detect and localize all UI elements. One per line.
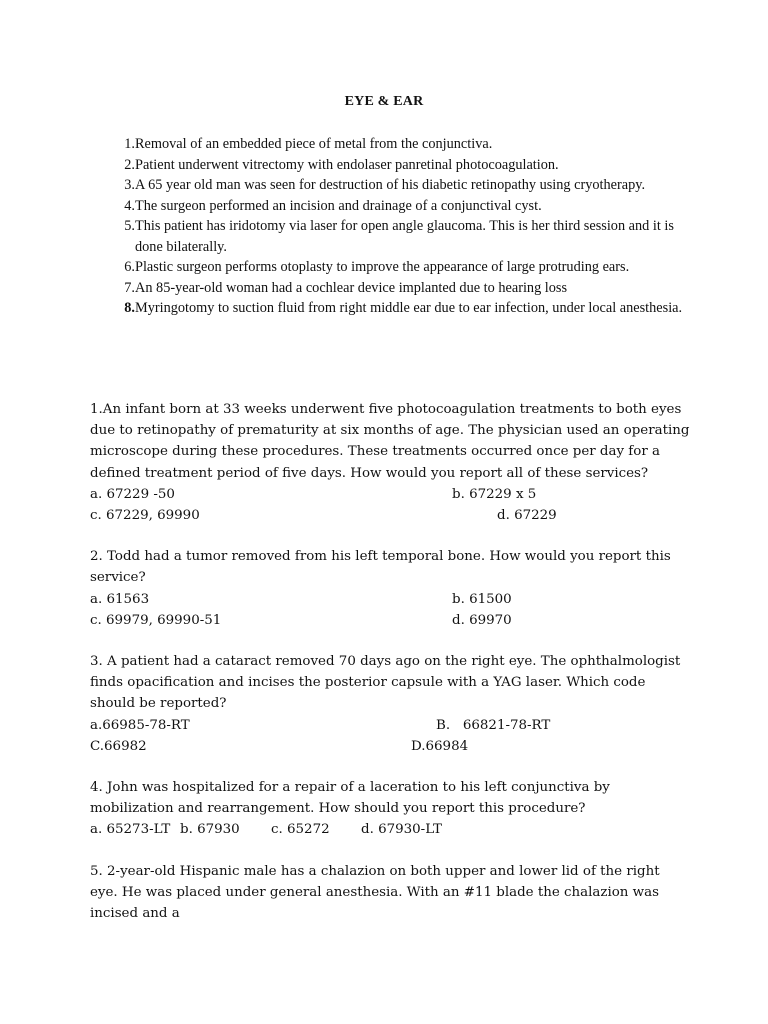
question-text: 4. John was hospitalized for a repair of a laceration to his left conjunctiva by mobilization and rearrangement. How should you report this procedure? <box>90 779 610 817</box>
list-item <box>100 196 690 217</box>
procedure-list <box>100 134 690 319</box>
option-b: b. 67930 <box>180 822 240 838</box>
option-d: d. 67229 <box>497 508 557 523</box>
list-text: This patient has iridotomy via laser for open angle glaucoma. This is her third session and it is done bilaterally. <box>135 218 674 255</box>
list-number: 4. <box>124 197 135 214</box>
list-item <box>100 216 690 257</box>
option-row <box>90 610 690 631</box>
option-row <box>90 819 690 840</box>
list-number: 6. <box>124 259 135 275</box>
option-d: d. 67930-LT <box>361 822 442 838</box>
option-b: b. 61500 <box>452 591 512 607</box>
question-text: 3. A patient had a cataract removed 70 days ago on the right eye. The ophthalmologist finds opacification and incises the posterior capsule with a YAG laser. Which code should be reported? <box>90 653 681 712</box>
list-text: Myringotomy to suction fluid from right middle ear due to ear infection, under local anesthesia. <box>135 300 683 316</box>
option-d: d. 69970 <box>452 612 512 628</box>
list-number: 5. <box>124 218 135 234</box>
option-c: c. 69979, 69990-51 <box>90 612 222 628</box>
list-item <box>100 278 690 299</box>
option-a: a.66985-78-RT <box>90 717 190 733</box>
option-a: a. 67229 -50 <box>90 486 175 502</box>
question-5 <box>90 861 690 925</box>
list-item <box>100 134 690 155</box>
question-1 <box>90 399 690 526</box>
list-number: 3. <box>124 177 135 193</box>
list-text: Plastic surgeon performs otoplasty to improve the appearance of large protruding ears. <box>135 259 630 275</box>
option-a: a. 61563 <box>90 591 150 607</box>
option-b: b. 67229 x 5 <box>452 486 537 502</box>
list-number: 8. <box>124 300 135 316</box>
question-text: 2. Todd had a tumor removed from his left temporal bone. How would you report this service? <box>90 549 671 586</box>
list-item <box>100 257 690 278</box>
question-text: 5. 2-year-old Hispanic male has a chalazion on both upper and lower lid of the right eye. He was placed under general anesthesia. With an #11 blade the chalazion was incised and a <box>90 863 660 921</box>
option-c: C.66982 <box>90 738 147 754</box>
option-d: D.66984 <box>411 738 469 754</box>
option-row <box>90 484 690 505</box>
option-c: c. 67229, 69990 <box>90 508 200 523</box>
list-text: The surgeon performed an incision and drainage of a conjunctival cyst. <box>135 197 542 214</box>
option-c: c. 65272 <box>271 822 330 838</box>
option-row <box>90 505 690 526</box>
list-text: Removal of an embedded piece of metal from the conjunctiva. <box>135 136 493 152</box>
list-item <box>100 298 690 319</box>
list-item <box>100 175 690 196</box>
option-row <box>90 715 690 736</box>
question-4 <box>90 777 690 841</box>
list-number: 7. <box>124 279 135 296</box>
option-row <box>90 736 690 757</box>
questions-section <box>90 399 690 924</box>
list-text: A 65 year old man was seen for destruction of his diabetic retinopathy using cryotherapy. <box>135 177 646 193</box>
question-3 <box>90 651 690 757</box>
option-row <box>90 589 690 610</box>
list-number: 1. <box>124 136 135 152</box>
list-text: An 85-year-old woman had a cochlear device implanted due to hearing loss <box>135 279 568 296</box>
option-a: a. 65273-LT <box>90 822 171 838</box>
question-2 <box>90 546 690 631</box>
list-number: 2. <box>124 156 135 173</box>
list-text: Patient underwent vitrectomy with endolaser panretinal photocoagulation. <box>135 156 559 173</box>
list-item <box>100 155 690 176</box>
option-b: B. 66821-78-RT <box>436 717 551 733</box>
page-title: EYE & EAR <box>344 94 424 109</box>
question-text: 1.An infant born at 33 weeks underwent five photocoagulation treatments to both eyes due to retinopathy of prematurity at six months of age. The physician used an operating microscope during these procedures. These treatments occurred once per day for a defined treatment period of five days. How would you report all of these services? <box>90 402 690 481</box>
